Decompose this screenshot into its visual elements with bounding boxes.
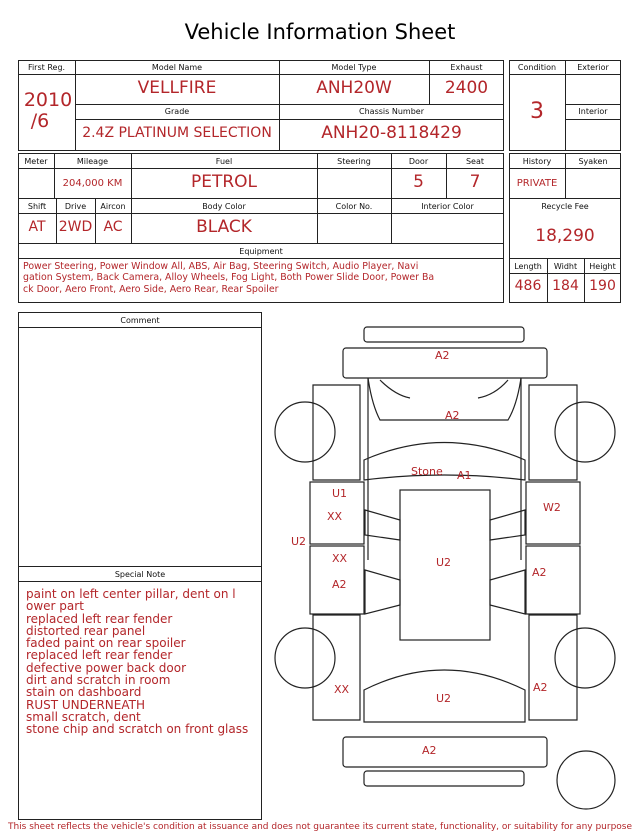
first-reg-month: /6 — [30, 110, 50, 132]
equipment-list — [23, 261, 501, 295]
left-front-wheel — [275, 402, 335, 462]
damage-mark: W2 — [543, 501, 561, 514]
exhaust-value: 2400 — [444, 78, 489, 98]
height-header: Height — [589, 262, 616, 271]
seat-header: Seat — [465, 157, 485, 166]
grade-value: 2.4Z PLATINUM SELECTION — [82, 125, 272, 141]
damage-mark: U1 — [332, 487, 348, 500]
damage-mark: A2 — [445, 409, 460, 422]
damage-mark: U2 — [436, 692, 452, 705]
special-note-line: defective power back door — [26, 660, 187, 675]
history-value: PRIVATE — [516, 178, 558, 189]
special-note-line: RUST UNDERNEATH — [26, 697, 145, 712]
interior-header: Interior — [578, 107, 608, 116]
page-title: Vehicle Information Sheet — [184, 20, 456, 44]
special-note-line: replaced left rear fender — [26, 611, 173, 626]
recycle-fee-header: Recycle Fee — [541, 202, 589, 211]
right-front-wheel — [555, 402, 615, 462]
damage-mark: Stone — [411, 465, 443, 478]
disclaimer-footer: This sheet reflects the vehicle's condition at issuance and does not guarantee its current state, functionality, or suitability for any purpose — [7, 822, 633, 832]
model-type-header: Model Type — [331, 63, 377, 72]
fuel-header: Fuel — [215, 157, 233, 166]
equipment-line: gation System, Back Camera, Alloy Wheels, Fog Light, Both Power Slide Door, Power Ba — [23, 272, 435, 284]
seat-value: 7 — [469, 172, 481, 192]
right-rear-wheel — [555, 628, 615, 688]
shift-value: AT — [28, 219, 46, 235]
model-type-value: ANH20W — [316, 78, 392, 98]
first-reg-year: 2010 — [23, 89, 73, 111]
meter-header: Meter — [24, 157, 48, 166]
door-value: 5 — [413, 172, 424, 192]
special-note-line: stone chip and scratch on front glass — [26, 722, 249, 737]
right-front-fender — [529, 385, 577, 480]
recycle-fee-value: 18,290 — [535, 226, 595, 246]
length-header: Length — [514, 262, 542, 271]
width-header: Widht — [553, 262, 578, 271]
mileage-header: Mileage — [76, 157, 109, 166]
special-note-line: replaced left rear fender — [26, 648, 173, 663]
left-rear-fender — [313, 615, 360, 720]
right-rear-fender — [529, 615, 577, 720]
drive-value: 2WD — [58, 219, 93, 235]
width-value: 184 — [552, 278, 579, 294]
spare-tire — [557, 751, 615, 809]
body-color-header: Body Color — [202, 202, 246, 211]
damage-mark: A2 — [332, 578, 347, 591]
special-note-line: ower part — [26, 599, 84, 614]
left-front-fender — [313, 385, 360, 480]
windshield-shape — [364, 443, 525, 481]
front-bumper-shape — [364, 327, 524, 342]
rear-bumper-shape — [364, 771, 524, 786]
condition-header: Condition — [517, 63, 557, 72]
aircon-value: AC — [103, 219, 123, 235]
exhaust-header: Exhaust — [450, 63, 483, 72]
steering-header: Steering — [337, 157, 371, 166]
body-color-value: BLACK — [196, 217, 252, 237]
chassis-value: ANH20-8118429 — [321, 123, 462, 143]
damage-mark: U2 — [291, 535, 307, 548]
length-value: 486 — [514, 278, 542, 294]
equipment-line: ck Door, Aero Front, Aero Side, Aero Rear, Rear Spoiler — [23, 283, 279, 295]
chassis-header: Chassis Number — [359, 107, 424, 116]
special-note-line: stain on dashboard — [26, 685, 142, 700]
special-note-line: small scratch, dent — [26, 709, 141, 724]
damage-mark: A1 — [457, 469, 472, 482]
aircon-header: Aircon — [100, 202, 126, 211]
drive-header: Drive — [64, 202, 87, 211]
exterior-header: Exterior — [577, 63, 609, 72]
damage-mark: U2 — [436, 556, 452, 569]
body-outline — [368, 378, 521, 560]
rear-panel-shape — [343, 737, 547, 767]
color-no-header: Color No. — [335, 202, 373, 211]
equipment-header: Equipment — [239, 247, 283, 256]
special-note-line: distorted rear panel — [26, 623, 146, 638]
fuel-value: PETROL — [190, 172, 258, 192]
model-name-header: Model Name — [151, 63, 203, 72]
comment-header: Comment — [120, 316, 160, 325]
condition-value: 3 — [530, 99, 544, 124]
mileage-value: 204,000 KM — [62, 178, 123, 189]
model-name-value: VELLFIRE — [137, 78, 217, 98]
damage-mark: A2 — [422, 744, 437, 757]
damage-mark: XX — [332, 552, 348, 565]
height-value: 190 — [589, 278, 616, 294]
damage-mark: XX — [334, 683, 350, 696]
interior-color-header: Interior Color — [421, 202, 474, 211]
damage-mark: A2 — [435, 349, 450, 362]
special-note-line: paint on left center pillar, dent on l — [26, 587, 236, 601]
damage-mark: A2 — [533, 681, 548, 694]
special-note-line: faded paint on rear spoiler — [26, 636, 186, 651]
special-note-header: Special Note — [114, 570, 166, 579]
grade-header: Grade — [164, 107, 190, 116]
right-rear-door — [526, 546, 580, 614]
left-rear-wheel — [275, 628, 335, 688]
first-reg-header: First Reg. — [27, 63, 66, 72]
damage-mark: A2 — [532, 566, 547, 579]
door-header: Door — [408, 157, 429, 166]
equipment-line: Power Steering, Power Window All, ABS, Air Bag, Steering Switch, Audio Player, Navi — [23, 261, 419, 272]
special-note-line: dirt and scratch in room — [26, 673, 171, 688]
special-note-list — [26, 588, 258, 736]
history-header: History — [522, 157, 552, 166]
syaken-header: Syaken — [578, 157, 608, 166]
damage-mark: XX — [327, 510, 343, 523]
shift-header: Shift — [27, 202, 47, 211]
